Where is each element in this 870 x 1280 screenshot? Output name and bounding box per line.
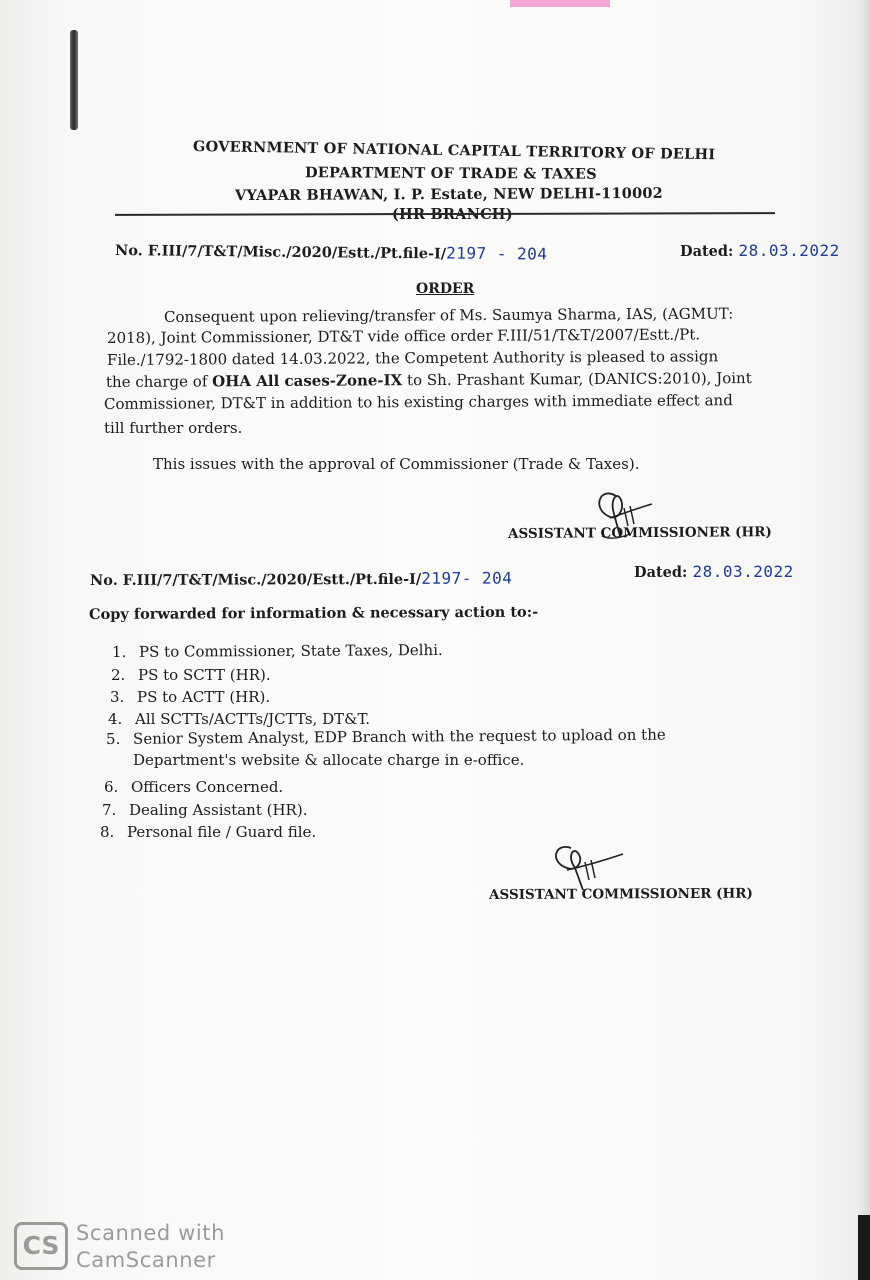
watermark-line-1: Scanned with	[76, 1221, 226, 1245]
order-para-line-1: Consequent upon relieving/transfer of Ms. Saumya Sharma, IAS, (AGMUT:	[163, 304, 734, 326]
header-government: GOVERNMENT OF NATIONAL CAPITAL TERRITORY OF DELHI	[192, 138, 716, 164]
order-reference-number	[115, 240, 548, 264]
order-para-line-5: Commissioner, DT&T in addition to his existing charges with immediate effect and	[103, 391, 733, 413]
list-item: 2. PS to SCTT (HR).	[111, 666, 271, 684]
signature-label-1: ASSISTANT COMMISSIONER (HR)	[507, 524, 772, 542]
pink-tape-mark	[510, 0, 610, 7]
copy-date	[634, 562, 794, 581]
header-address: VYAPAR BHAWAN, I. P. Estate, NEW DELHI-110002	[234, 184, 663, 205]
list-item: 4. All SCTTs/ACTTs/JCTTs, DT&T.	[108, 710, 371, 728]
order-para-line-4: the charge of OHA All cases-Zone-IX to Sh. Prashant Kumar, (DANICS:2010), Joint	[105, 369, 752, 391]
reference-printed: No. F.III/7/T&T/Misc./2020/Estt./Pt.file-I/	[114, 242, 447, 263]
list-item: 3. PS to ACTT (HR).	[110, 688, 271, 706]
order-para-line-3: File./1792-1800 dated 14.03.2022, the Competent Authority is pleased to assign	[106, 347, 719, 369]
camscanner-watermark	[76, 1220, 225, 1274]
list-item: 6. Officers Concerned.	[104, 778, 284, 796]
signature-label-2: ASSISTANT COMMISSIONER (HR)	[488, 885, 753, 903]
order-date	[680, 241, 840, 260]
copy-reference-handwritten: 2197- 204	[421, 568, 513, 588]
list-item: 8. Personal file / Guard file.	[100, 823, 317, 841]
watermark-line-2: CamScanner	[76, 1248, 216, 1272]
order-para-line-6: till further orders.	[104, 419, 243, 437]
approval-line: This issues with the approval of Commissioner (Trade & Taxes).	[153, 455, 640, 473]
list-item: 1. PS to Commissioner, State Taxes, Delhi.	[111, 640, 443, 661]
reference-handwritten: 2197 - 204	[446, 243, 548, 264]
header-department: DEPARTMENT OF TRADE & TAXES	[304, 164, 597, 183]
copy-date-handwritten: 28.03.2022	[692, 562, 794, 581]
list-item: 5. Senior System Analyst, EDP Branch with the request to upload on the	[105, 725, 666, 748]
charge-name: OHA All cases-Zone-IX	[212, 371, 403, 391]
scan-dark-corner	[858, 1215, 870, 1280]
copy-reference-number	[90, 569, 512, 589]
copy-reference-printed: No. F.III/7/T&T/Misc./2020/Estt./Pt.file-I/	[89, 570, 422, 589]
camscanner-logo: CS	[14, 1222, 68, 1270]
copy-intro: Copy forwarded for information & necessary action to:-	[88, 603, 539, 623]
order-title: ORDER	[416, 281, 475, 297]
copy-dated-label: Dated:	[634, 564, 688, 581]
dated-label: Dated:	[680, 243, 734, 260]
binder-pin	[70, 30, 78, 130]
list-item-continuation: Department's website & allocate charge in e-office.	[133, 751, 525, 769]
list-item: 7. Dealing Assistant (HR).	[102, 801, 308, 819]
order-para-line-2: 2018), Joint Commissioner, DT&T vide office order F.III/51/T&T/2007/Estt./Pt.	[106, 325, 701, 347]
date-handwritten: 28.03.2022	[738, 241, 840, 260]
page-edge-shadow	[856, 0, 870, 1280]
